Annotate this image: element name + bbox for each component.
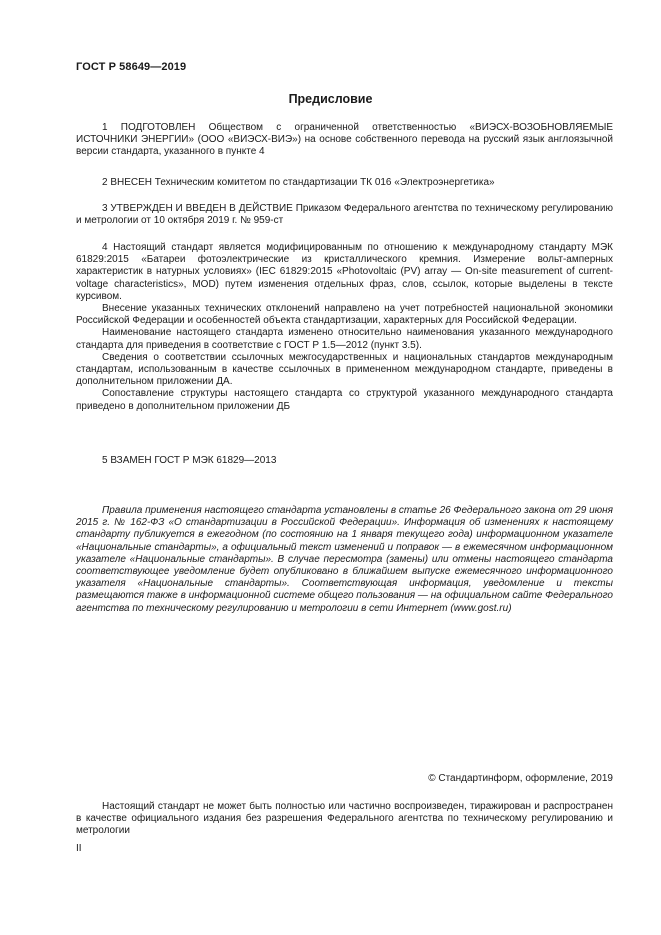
paragraph: 4 Настоящий стандарт является модифицированным по отношению к международному стандарту МЭК 61829:2015 «Батареи фотоэлектрические из кристаллического кремния. Измерение вольт-амперных характеристик в натурных условиях» (IEC 61829:2015 «Photovoltaic (PV) array — On-site measurement of current-voltage characteristics», MOD) путем изменения отдельных фраз, слов, ссылок, которые выделены в тексте курсивом.: [76, 242, 613, 302]
document-code: ГОСТ Р 58649—2019: [76, 61, 187, 73]
page-title: Предисловие: [288, 92, 373, 106]
foreword-item-5: [76, 455, 613, 467]
foreword-item-2: [76, 177, 613, 189]
paragraph: 3 УТВЕРЖДЕН И ВВЕДЕН В ДЕЙСТВИЕ Приказом Федерального агентства по техническому регулированию и метрологии от 10 октября 2019 г. № 959-ст: [76, 203, 613, 227]
paragraph: Правила применения настоящего стандарта установлены в статье 26 Федерального закона от 29 июня 2015 г. № 162-ФЗ «О стандартизации в Российской Федерации». Информация об изменениях к настоящему стандарту публикуется в ежегодном (по состоянию на 1 января текущего года) информационном указателе «Национальные стандарты», а официальный текст изменений и поправок — в ежемесячном информационном указателе «Национальные стандарты». В случае пересмотра (замены) или отмены настоящего стандарта соответствующее уведомление будет опубликовано в ближайшем выпуске ежемесячного информационного указателя «Национальные стандарты». Соответствующая информация, уведомление и тексты размещаются также в информационной системе общего пользования — на официальном сайте Федерального агентства по техническому регулированию и метрологии в сети Интернет (www.gost.ru): [76, 505, 613, 614]
paragraph: Сопоставление структуры настоящего стандарта со структурой указанного международного стандарта приведено в дополнительном приложении ДБ: [76, 388, 613, 412]
paragraph: Сведения о соответствии ссылочных межгосударственных и национальных стандартов международным стандартам, использованным в качестве ссылочных в примененном международном стандарте, приведены в дополнительном приложении ДА.: [76, 351, 613, 388]
foreword-item-3: [76, 203, 613, 227]
paragraph: Настоящий стандарт не может быть полностью или частично воспроизведен, тиражирован и распространен в качестве официального издания без разрешения Федерального агентства по техническому регулированию и метрологии: [76, 801, 613, 837]
rules-notice: [76, 505, 613, 615]
reproduction-notice: [76, 801, 613, 838]
copyright: © Стандартинформ, оформление, 2019: [428, 773, 613, 784]
paragraph: Внесение указанных технических отклонений направлено на учет потребностей национальной экономики Российской Федерации и особенностей объекта стандартизации, характерных для Российской Федерации.: [76, 303, 613, 327]
paragraph: Наименование настоящего стандарта изменено относительно наименования указанного международного стандарта для приведения в соответствие с ГОСТ Р 1.5—2012 (пункт 3.5).: [76, 327, 613, 351]
paragraph: 5 ВЗАМЕН ГОСТ Р МЭК 61829—2013: [102, 455, 277, 466]
paragraph: 2 ВНЕСЕН Техническим комитетом по стандартизации ТК 016 «Электроэнергетика»: [102, 177, 495, 188]
paragraph: 1 ПОДГОТОВЛЕН Обществом с ограниченной ответственностью «ВИЭСХ-ВОЗОБНОВЛЯЕМЫЕ ИСТОЧНИКИ ЭНЕРГИИ» (ООО «ВИЭСХ-ВИЭ») на основе собственного перевода на русский язык англоязычной версии стандарта, указанного в пункте 4: [76, 122, 613, 158]
foreword-item-1: [76, 122, 613, 159]
foreword-item-4: [76, 242, 613, 413]
page-number: II: [76, 843, 82, 854]
